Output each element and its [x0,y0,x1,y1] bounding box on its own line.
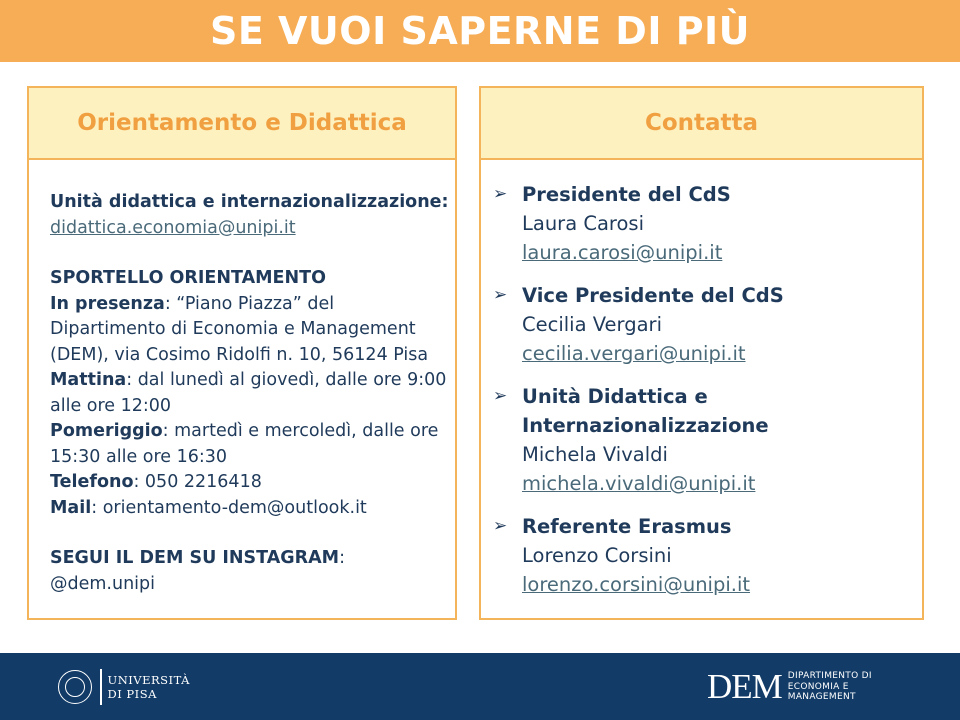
pomeriggio-text: : martedì e mercoledì, dalle ore [162,421,439,441]
contact-item [493,512,922,599]
footer-bar [0,653,960,720]
in-presenza-line3: (DEM), via Cosimo Ridolfi n. 10, 56124 Pisa [50,344,429,365]
contatta-heading: Contatta [481,88,922,160]
in-presenza-text: : “Piano Piazza” del [164,293,335,314]
mail-label: Mail [50,497,92,518]
contact-name: Lorenzo Corsini [522,544,672,567]
unipi-logo [58,669,190,705]
dem-logo [707,669,872,705]
instagram-handle: : @dem.unipi [50,548,345,594]
orientamento-heading: Orientamento e Didattica [29,88,455,160]
logo-divider [100,669,102,705]
contact-email-link[interactable]: laura.carosi@unipi.it [522,241,723,264]
pomeriggio-line2: 15:30 alle ore 16:30 [50,446,228,467]
contact-item [493,180,922,267]
unipi-name-line2: DI PISA [107,687,157,701]
contact-name: Cecilia Vergari [522,313,662,336]
contact-title: Presidente del CdS [522,183,731,206]
contact-email-link[interactable]: lorenzo.corsini@unipi.it [522,573,751,596]
orientamento-body [29,160,455,597]
mattina-line2: alle ore 12:00 [50,395,172,416]
mail-value: : orientamento-dem@outlook.it [91,497,367,518]
unipi-name-line1: UNIVERSITÀ [107,673,190,687]
in-presenza-line2: Dipartimento di Economia e Management [50,319,416,339]
mattina-text: : dal lunedì al giovedì, dalle ore 9:00 [126,370,447,390]
instagram-label: SEGUI IL DEM SU INSTAGRAM [50,548,340,568]
unit-email-link[interactable]: didattica.economia@unipi.it [50,217,296,238]
contact-title: Unità Didattica e [522,385,708,408]
sportello-title: SPORTELLO ORIENTAMENTO [50,268,326,288]
mattina-label: Mattina [50,370,127,390]
contact-name: Laura Carosi [522,212,644,235]
page-title: SE VUOI SAPERNE DI PIÙ [209,9,751,53]
dem-sub-line1: DIPARTIMENTO DI [787,671,872,682]
orientamento-panel [27,86,457,620]
arrow-bullet-icon: ➢ [493,285,508,305]
arrow-bullet-icon: ➢ [493,516,508,536]
contact-title: Vice Presidente del CdS [522,284,784,307]
dem-wordmark: DEM [707,667,782,706]
pomeriggio-label: Pomeriggio [50,421,163,441]
contatta-body [481,160,922,599]
dem-sub-line3: MANAGEMENT [787,692,856,703]
in-presenza-label: In presenza [50,293,165,314]
contact-item [493,382,922,498]
arrow-bullet-icon: ➢ [493,386,508,406]
contact-item [493,281,922,368]
telefono-label: Telefono [50,472,134,492]
contact-email-link[interactable]: michela.vivaldi@unipi.it [522,472,756,495]
contact-name: Michela Vivaldi [522,443,668,466]
arrow-bullet-icon: ➢ [493,184,508,204]
university-seal-icon [58,670,92,704]
contatta-panel [479,86,924,620]
title-banner [0,0,960,62]
contact-title: Referente Erasmus [522,515,732,538]
unit-label: Unità didattica e internazionalizzazione: [50,192,449,212]
contact-title-line2: Internazionalizzazione [522,414,769,437]
contact-email-link[interactable]: cecilia.vergari@unipi.it [522,342,746,365]
dem-sub-line2: ECONOMIA E [787,681,849,692]
telefono-value: : 050 2216418 [133,472,262,492]
